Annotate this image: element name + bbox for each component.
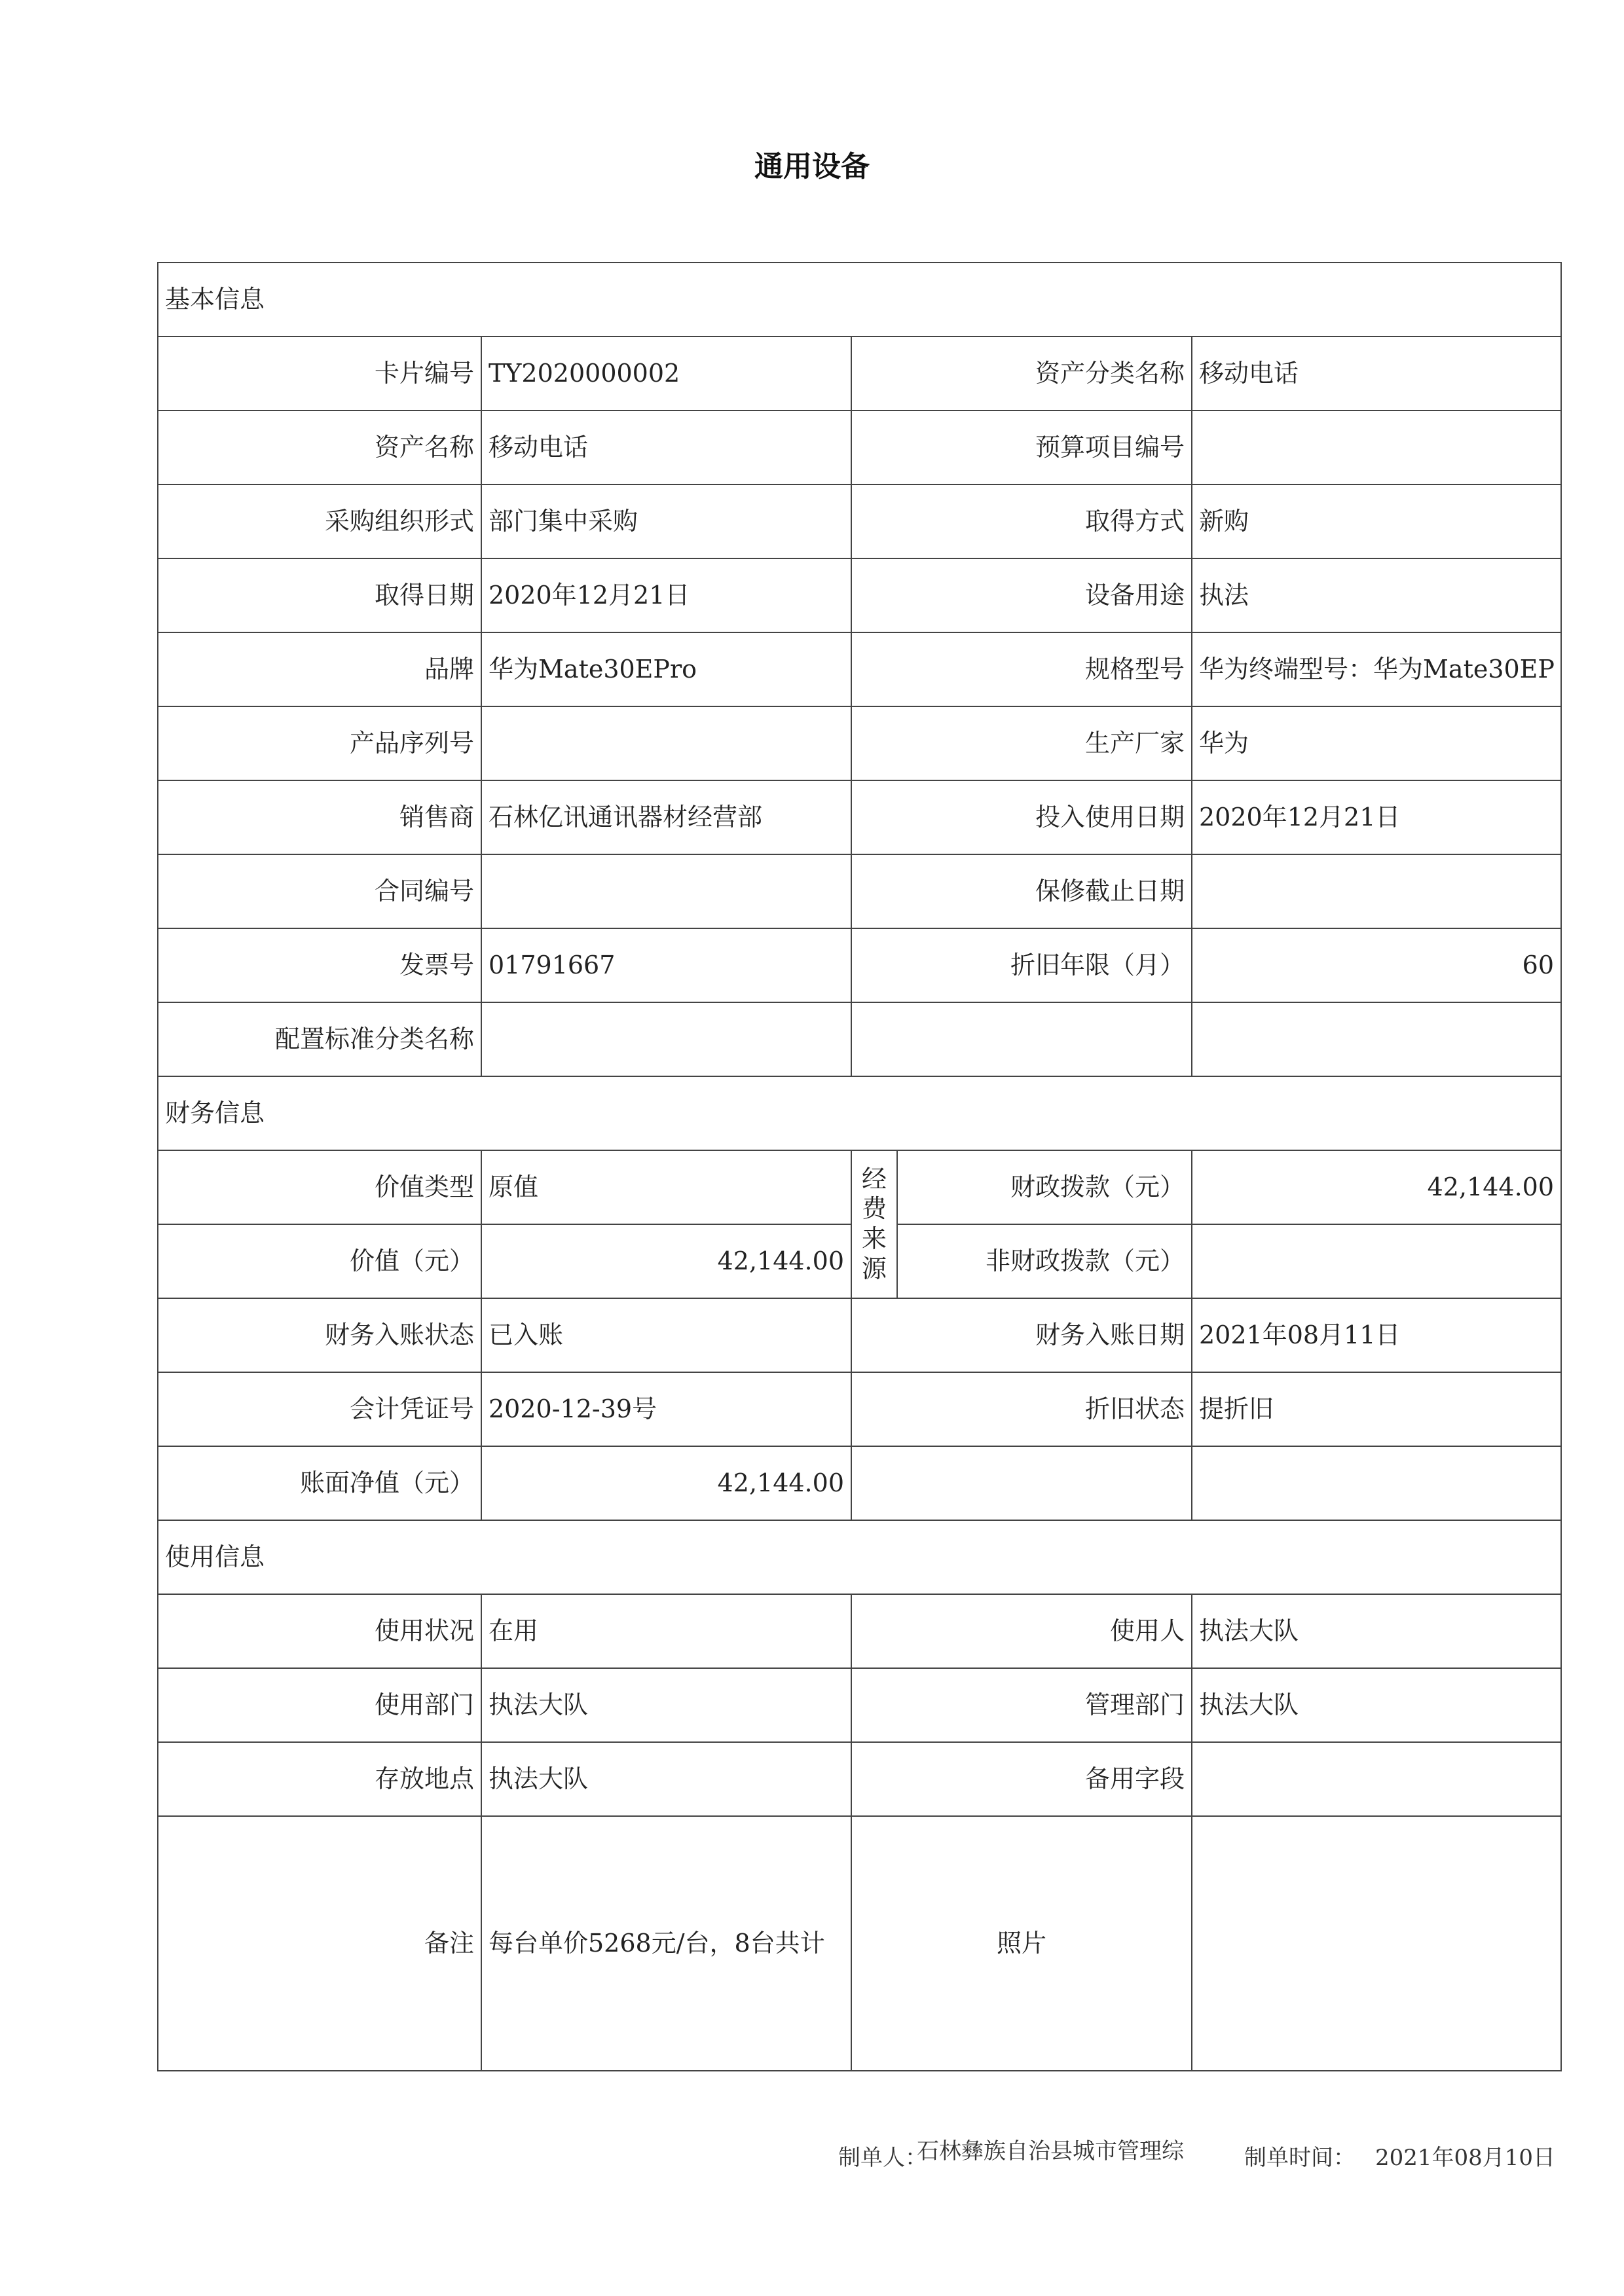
page-title: 通用设备 (754, 150, 870, 183)
purpose-label: 设备用途 (851, 558, 1192, 632)
invoice-label: 发票号 (158, 928, 481, 1002)
card-no-label: 卡片编号 (158, 337, 481, 410)
section-usage-row (158, 1520, 1561, 1594)
table-row (158, 1594, 1561, 1668)
seller-label: 销售商 (158, 780, 481, 854)
entry-date-value: 2021年08月11日 (1192, 1298, 1561, 1372)
table-row (158, 1742, 1561, 1816)
entry-date-label: 财务入账日期 (851, 1298, 1192, 1372)
purchase-form-label: 采购组织形式 (158, 484, 481, 558)
empty-cell (851, 1446, 1192, 1520)
config-value (481, 1002, 851, 1076)
location-value: 执法大队 (481, 1742, 851, 1816)
depr-status-value: 提折旧 (1192, 1372, 1561, 1446)
seller-value: 石林亿讯通讯器材经营部 (481, 780, 851, 854)
entry-status-label: 财务入账状态 (158, 1298, 481, 1372)
table-row (158, 484, 1561, 558)
status-value: 在用 (481, 1594, 851, 1668)
table-row (158, 928, 1561, 1002)
voucher-label: 会计凭证号 (158, 1372, 481, 1446)
table-row (158, 854, 1561, 928)
time-label: 制单时间： (1244, 2145, 1356, 2171)
budget-no-value (1192, 410, 1561, 484)
table-row (158, 337, 1561, 410)
dept-value: 执法大队 (481, 1668, 851, 1742)
depr-years-value: 60 (1192, 928, 1561, 1002)
table-row (158, 706, 1561, 780)
mgmt-dept-label: 管理部门 (851, 1668, 1192, 1742)
contract-label: 合同编号 (158, 854, 481, 928)
table-row (158, 1816, 1561, 2071)
footer (838, 2133, 1559, 2172)
table-row (158, 780, 1561, 854)
nonfiscal-label: 非财政拨款（元） (897, 1224, 1192, 1298)
table-row (158, 1372, 1561, 1446)
table-row (158, 632, 1561, 706)
table-row (158, 1002, 1561, 1076)
depr-status-label: 折旧状态 (851, 1372, 1192, 1446)
warranty-value (1192, 854, 1561, 928)
warranty-label: 保修截止日期 (851, 854, 1192, 928)
table-row (158, 410, 1561, 484)
net-value-amount: 42,144.00 (481, 1446, 851, 1520)
time-value: 2021年08月10日 (1375, 2145, 1556, 2171)
nonfiscal-value (1192, 1224, 1561, 1298)
serial-value (481, 706, 851, 780)
value-type-value: 原值 (481, 1150, 851, 1224)
table-row (158, 1446, 1561, 1520)
purchase-form-value: 部门集中采购 (481, 484, 851, 558)
maker-value: 石林彝族自治县城市管理综 (917, 2138, 1184, 2164)
status-label: 使用状况 (158, 1594, 481, 1668)
manufacturer-value: 华为 (1192, 706, 1561, 780)
fund-source-char: 源 (861, 1254, 887, 1283)
value-type-label: 价值类型 (158, 1150, 481, 1224)
fund-source-label (851, 1150, 897, 1298)
fiscal-label: 财政拨款（元） (897, 1150, 1192, 1224)
asset-name-label: 资产名称 (158, 410, 481, 484)
table-row (158, 1298, 1561, 1372)
spare-label: 备用字段 (851, 1742, 1192, 1816)
category-label: 资产分类名称 (851, 337, 1192, 410)
net-value-label: 账面净值（元） (158, 1446, 481, 1520)
table-row (158, 1668, 1561, 1742)
entry-status-value: 已入账 (481, 1298, 851, 1372)
config-label: 配置标准分类名称 (158, 1002, 481, 1076)
table-row (158, 1150, 1561, 1224)
maker-label: 制单人： (838, 2145, 927, 2171)
asset-card-table (157, 262, 1562, 2071)
table-row (158, 558, 1561, 632)
mgmt-dept-value: 执法大队 (1192, 1668, 1561, 1742)
fund-source-char: 费 (861, 1194, 887, 1224)
voucher-value: 2020-12-39号 (481, 1372, 851, 1446)
in-use-date-value: 2020年12月21日 (1192, 780, 1561, 854)
fiscal-value: 42,144.00 (1192, 1150, 1561, 1224)
user-value: 执法大队 (1192, 1594, 1561, 1668)
section-finance-title: 财务信息 (158, 1076, 1561, 1150)
acquire-date-value: 2020年12月21日 (481, 558, 851, 632)
category-value: 移动电话 (1192, 337, 1561, 410)
empty-cell (1192, 1446, 1561, 1520)
model-label: 规格型号 (851, 632, 1192, 706)
acquire-method-label: 取得方式 (851, 484, 1192, 558)
value-label: 价值（元） (158, 1224, 481, 1298)
card-no-value: TY2020000002 (481, 337, 851, 410)
value-amount: 42,144.00 (481, 1224, 851, 1298)
section-usage-title: 使用信息 (158, 1520, 1561, 1594)
manufacturer-label: 生产厂家 (851, 706, 1192, 780)
acquire-method-value: 新购 (1192, 484, 1561, 558)
brand-label: 品牌 (158, 632, 481, 706)
invoice-value: 01791667 (481, 928, 851, 1002)
acquire-date-label: 取得日期 (158, 558, 481, 632)
asset-name-value: 移动电话 (481, 410, 851, 484)
remark-label: 备注 (158, 1816, 481, 2071)
section-finance-row (158, 1076, 1561, 1150)
contract-value (481, 854, 851, 928)
serial-label: 产品序列号 (158, 706, 481, 780)
dept-label: 使用部门 (158, 1668, 481, 1742)
purpose-value: 执法 (1192, 558, 1561, 632)
section-basic-title: 基本信息 (158, 263, 1561, 337)
model-value: 华为终端型号：华为Mate30EP (1192, 632, 1561, 706)
section-basic-row (158, 263, 1561, 337)
in-use-date-label: 投入使用日期 (851, 780, 1192, 854)
photo-cell (1192, 1816, 1561, 2071)
fund-source-char: 经 (861, 1164, 887, 1194)
budget-no-label: 预算项目编号 (851, 410, 1192, 484)
empty-cell (851, 1002, 1192, 1076)
user-label: 使用人 (851, 1594, 1192, 1668)
remark-value: 每台单价5268元/台，8台共计 (481, 1816, 851, 2071)
fund-source-char: 来 (861, 1224, 887, 1253)
brand-value: 华为Mate30EPro (481, 632, 851, 706)
photo-label: 照片 (851, 1816, 1192, 2071)
spare-value (1192, 1742, 1561, 1816)
depr-years-label: 折旧年限（月） (851, 928, 1192, 1002)
empty-cell (1192, 1002, 1561, 1076)
location-label: 存放地点 (158, 1742, 481, 1816)
